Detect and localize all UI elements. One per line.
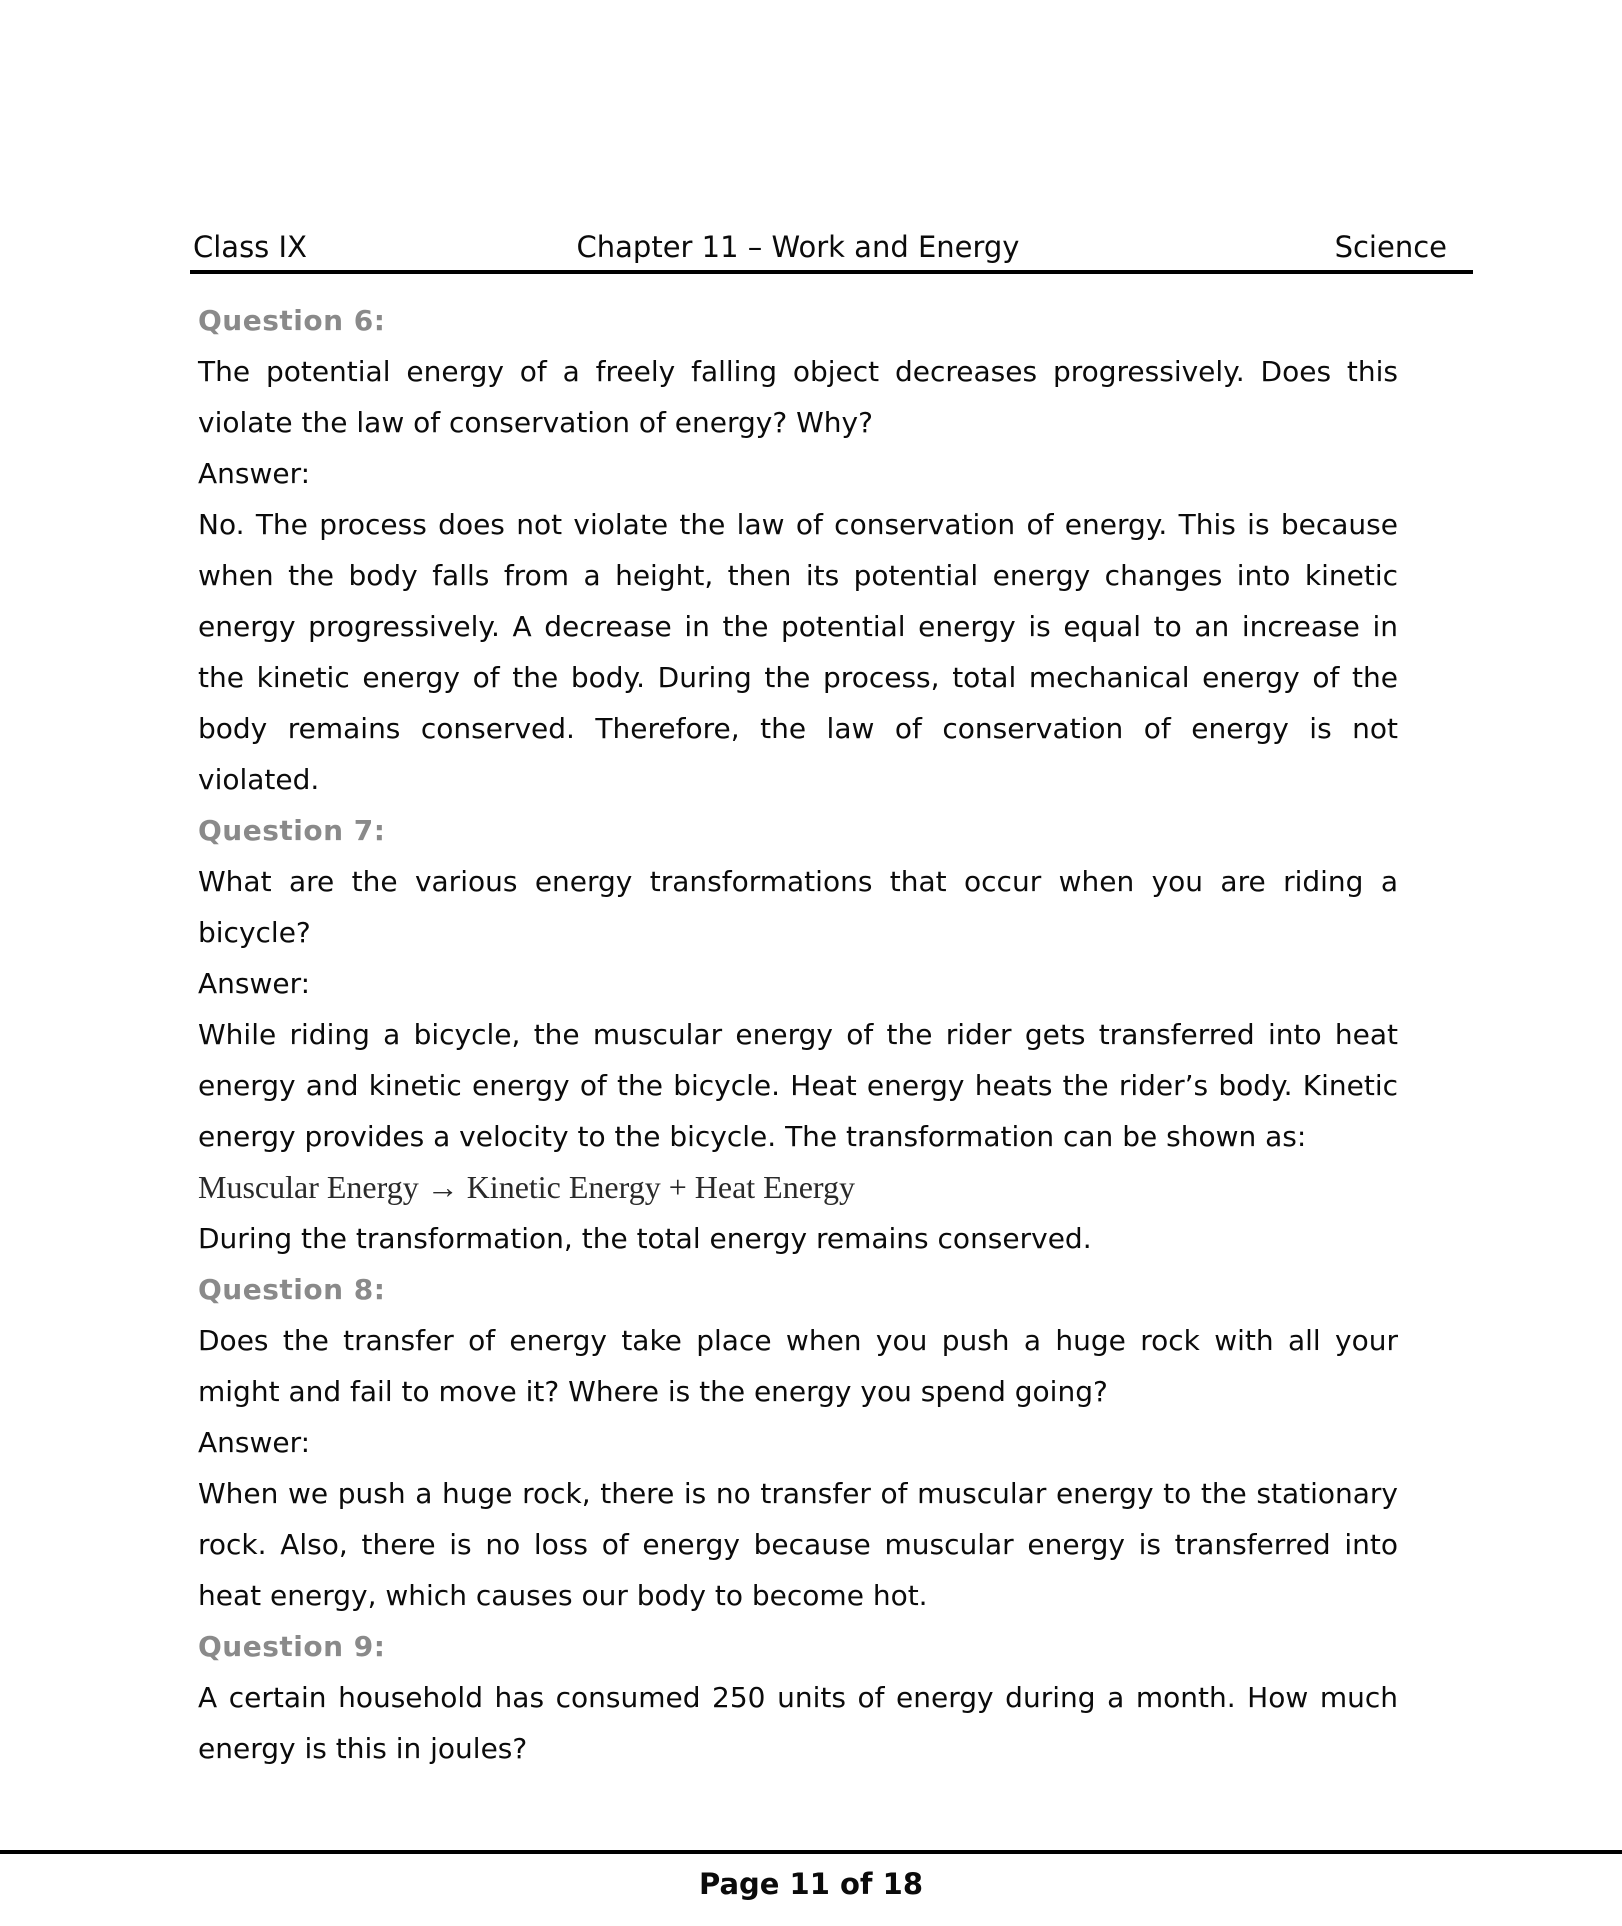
question-7-heading: Question 7: [198,814,386,847]
page-number-label: Page 11 of 18 [698,1867,923,1901]
question-7-answer-text: While riding a bicycle, the muscular energy of the rider gets transferred into heat energy and kinetic energy of the bicycle. Heat energy heats the rider’s body. Kinetic energy provides a velocity to the bicycle. The transformation can be shown as: [198,1018,1398,1153]
header-subject-label: Science [1334,230,1447,264]
question-8-heading: Question 8: [198,1273,386,1306]
page-header [190,225,1473,274]
question-6-answer-text: No. The process does not violate the law of conservation of energy. This is because when the body falls from a height, then its potential energy changes into kinetic energy progressively. A decrease in the potential energy is equal to an increase in the kinetic energy of the body. During the process, total mechanical energy of the body remains conserved. Therefore, the law of conservation of energy is not violated. [198,508,1398,796]
question-6-answer-label: Answer: [198,457,311,490]
energy-transformation-formula: Muscular Energy → Kinetic Energy + Heat Energy [198,1169,855,1205]
header-class-label: Class IX [193,230,307,264]
page-body [198,295,1398,1774]
header-chapter-title: Chapter 11 – Work and Energy [576,230,1020,264]
question-7-text: What are the various energy transformations that occur when you are riding a bicycle? [198,865,1398,949]
question-6-heading: Question 6: [198,304,386,337]
question-8-text: Does the transfer of energy take place when you push a huge rock with all your might and fail to move it? Where is the energy you spend going? [198,1324,1398,1408]
footer-divider [0,1850,1622,1854]
question-9-heading: Question 9: [198,1630,386,1663]
question-9-text: A certain household has consumed 250 units of energy during a month. How much energy is this in joules? [198,1681,1398,1765]
question-8-answer-label: Answer: [198,1426,311,1459]
question-6-text: The potential energy of a freely falling object decreases progressively. Does this violate the law of conservation of energy? Why? [198,355,1398,439]
question-7-answer-label: Answer: [198,967,311,1000]
question-8-answer-text: When we push a huge rock, there is no transfer of muscular energy to the stationary rock. Also, there is no loss of energy because muscular energy is transferred into heat energy, which causes our body to become hot. [198,1477,1398,1612]
question-7-answer-note: During the transformation, the total energy remains conserved. [198,1222,1092,1255]
